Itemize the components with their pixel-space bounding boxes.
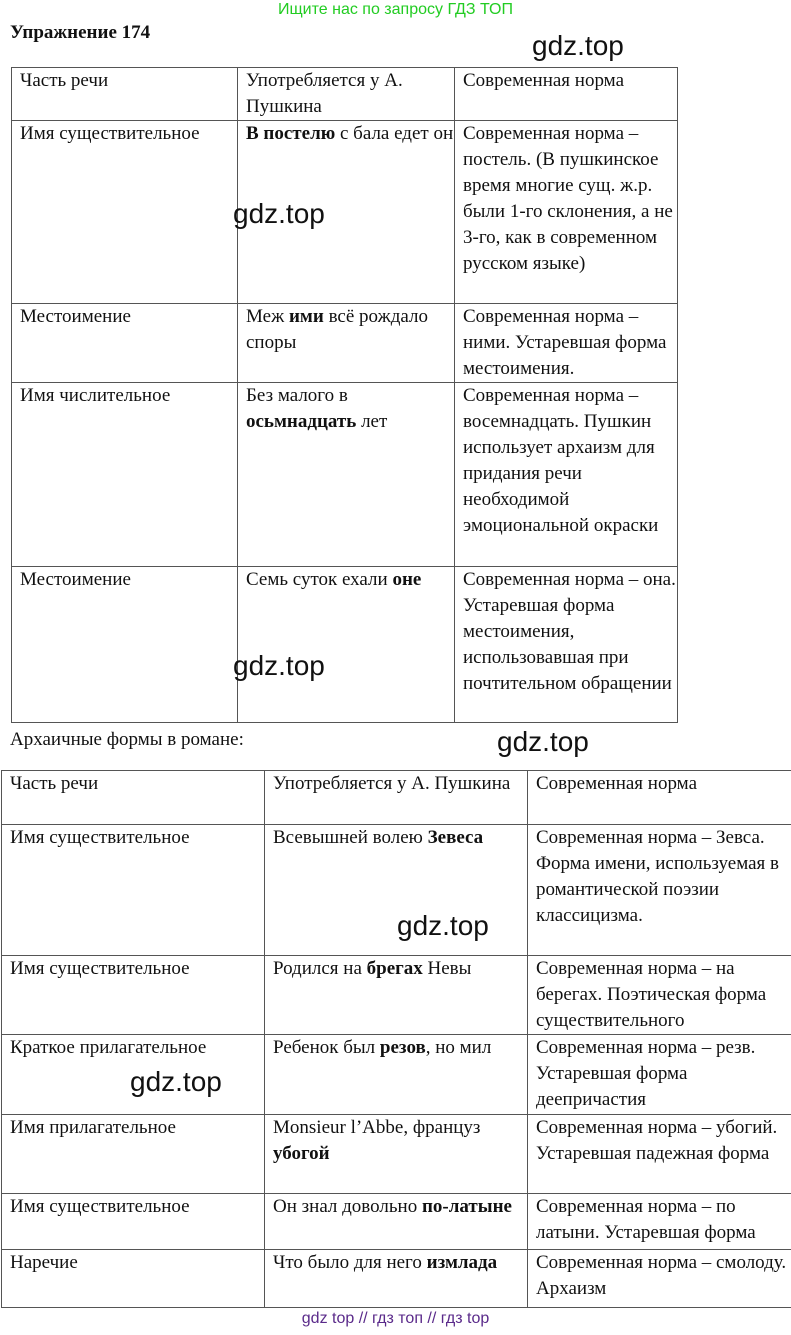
section-subtitle: Архаичные формы в романе: [10, 729, 244, 750]
pushkin-usage-cell [265, 1035, 528, 1115]
footer-links: gdz top // гдз топ // гдз top [301, 1310, 490, 1327]
table-header-row [12, 68, 678, 121]
part-of-speech-cell: Имя существительное [2, 825, 265, 956]
header-cell: Часть речи [2, 771, 265, 825]
part-of-speech-cell: Наречие [2, 1250, 265, 1308]
part-of-speech-cell: Краткое прилагательное [2, 1035, 265, 1115]
part-of-speech-cell: Имя существительное [2, 1194, 265, 1250]
usage-text: Monsieur l’Abbe, француз [273, 1117, 481, 1138]
archaic-word: Зевеса [427, 827, 484, 848]
usage-text: Что было для него [273, 1252, 427, 1273]
pushkin-usage-cell [265, 1115, 528, 1194]
table-row [2, 1250, 791, 1308]
table-header-row [2, 771, 791, 825]
usage-text: Меж [246, 306, 289, 327]
pushkin-usage-cell [265, 956, 528, 1035]
pushkin-usage-cell [265, 1194, 528, 1250]
archaic-word: измлада [426, 1252, 498, 1273]
pushkin-usage-cell [238, 304, 455, 383]
archaic-word: В постелю [246, 123, 336, 144]
part-of-speech-cell: Имя существительное [2, 956, 265, 1035]
modern-norm-cell: Современная норма – смолоду. Архаизм [528, 1250, 791, 1308]
modern-norm-cell: Современная норма – резв. Устаревшая форма деепричастия [528, 1035, 791, 1115]
archaic-word: резов [379, 1037, 426, 1058]
modern-norm-cell: Современная норма – по латыни. Устаревшая форма [528, 1194, 791, 1250]
table-row [12, 121, 678, 304]
usage-text: Он знал довольно [273, 1196, 422, 1217]
page-title: Упражнение 174 [10, 22, 151, 43]
part-of-speech-cell: Имя существительное [12, 121, 238, 304]
modern-norm-cell: Современная норма – убогий. Устаревшая падежная форма [528, 1115, 791, 1194]
table-row [12, 304, 678, 383]
modern-norm-cell: Современная норма – ними. Устаревшая форма местоимения. [455, 304, 678, 383]
archaic-word: брегах [366, 958, 423, 979]
part-of-speech-cell: Местоимение [12, 304, 238, 383]
modern-norm-cell: Современная норма – на берегах. Поэтическая форма существительного [528, 956, 791, 1035]
watermark: gdz.top [233, 198, 325, 229]
archaic-word: убогой [273, 1143, 330, 1164]
usage-text: Семь суток ехали [246, 569, 393, 590]
usage-text: Без малого в [246, 385, 348, 406]
modern-norm-cell: Современная норма – постель. (В пушкинское время многие сущ. ж.р. были 1-го склонения, а не 3-го, как в современном русском языке) [455, 121, 678, 304]
part-of-speech-cell: Имя прилагательное [2, 1115, 265, 1194]
modern-norm-cell: Современная норма – Зевса. Форма имени, используемая в романтической поэзии классицизма. [528, 825, 791, 956]
archaic-word: по-латыне [421, 1196, 512, 1217]
header-cell: Употребляется у А. Пушкина [265, 771, 528, 825]
watermark: gdz.top [233, 650, 325, 681]
usage-text: лет [356, 411, 388, 432]
archaic-word: оне [392, 569, 422, 590]
part-of-speech-cell: Имя числительное [12, 383, 238, 567]
usage-text: всё рождало споры [246, 306, 428, 353]
watermark: gdz.top [397, 910, 489, 941]
archaic-word: ими [288, 306, 324, 327]
watermark: gdz.top [497, 726, 589, 757]
header-cell: Современная норма [528, 771, 791, 825]
usage-text: Родился на [273, 958, 367, 979]
usage-text: Невы [422, 958, 472, 979]
pushkin-usage-cell [265, 1250, 528, 1308]
pushkin-usage-cell [238, 567, 455, 723]
top-banner: Ищите нас по запросу ГДЗ ТОП [278, 1, 513, 18]
table-archaic-forms [1, 770, 791, 1308]
table-row [2, 1115, 791, 1194]
modern-norm-cell: Современная норма – восемнадцать. Пушкин использует архаизм для придания речи необходимой эмоциональной окраски [455, 383, 678, 567]
table-pushkin-forms [11, 67, 678, 723]
header-cell: Употребляется у А. Пушкина [238, 68, 455, 121]
part-of-speech-cell: Местоимение [12, 567, 238, 723]
table-row [2, 1035, 791, 1115]
archaic-word: осьмнадцать [246, 411, 357, 432]
watermark: gdz.top [532, 30, 624, 61]
modern-norm-cell: Современная норма – она. Устаревшая форма местоимения, использовавшая при почтительном обращении [455, 567, 678, 723]
table-row [12, 383, 678, 567]
usage-text: с бала едет он [335, 123, 454, 144]
usage-text: Ребенок был [273, 1037, 380, 1058]
usage-text: , но мил [425, 1037, 492, 1058]
usage-text: Всевышней волею [273, 827, 428, 848]
table-row [2, 956, 791, 1035]
table-row [12, 567, 678, 723]
header-cell: Часть речи [12, 68, 238, 121]
header-cell: Современная норма [455, 68, 678, 121]
pushkin-usage-cell [238, 383, 455, 567]
table-row [2, 1194, 791, 1250]
watermark: gdz.top [130, 1066, 222, 1097]
